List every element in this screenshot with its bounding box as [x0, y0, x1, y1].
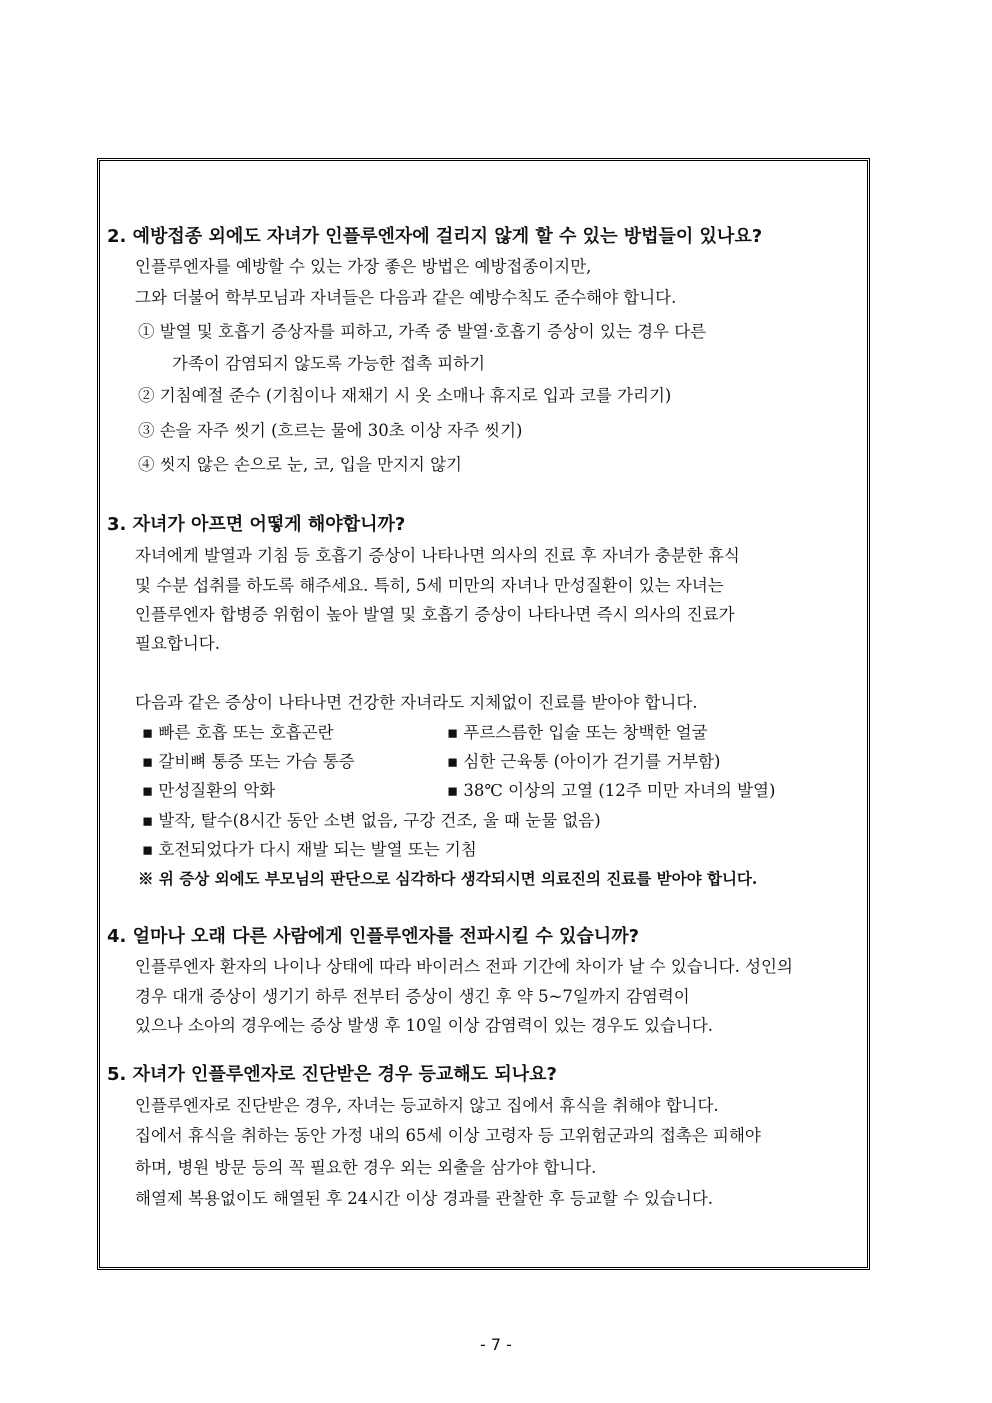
section-2-item-3: ③ 손을 자주 씻기 (흐르는 물에 30초 이상 자주 씻기): [138, 421, 523, 440]
section-4-body-line-3: 있으나 소아의 경우에는 증상 발생 후 10일 이상 감염력이 있는 경우도 있습니다.: [135, 1016, 714, 1035]
section-3-intro: 다음과 같은 증상이 나타나면 건강한 자녀라도 지체없이 진료를 받아야 합니다.: [135, 693, 698, 712]
section-3-heading: 3. 자녀가 아프면 어떻게 해야합니까?: [107, 514, 406, 535]
section-2-item-1: ① 발열 및 호흡기 증상자를 피하고, 가족 중 발열·호흡기 증상이 있는 경우 다른: [138, 322, 707, 341]
symptom-right-2: ▪ 심한 근육통 (아이가 걷기를 거부함): [447, 752, 721, 771]
section-4-heading: 4. 얼마나 오래 다른 사람에게 인플루엔자를 전파시킬 수 있습니까?: [107, 926, 640, 947]
section-2-body-line-2: 그와 더불어 학부모님과 자녀들은 다음과 같은 예방수칙도 준수해야 합니다.: [135, 288, 677, 307]
section-3-body-line-2: 및 수분 섭취를 하도록 해주세요. 특히, 5세 미만의 자녀나 만성질환이 있는 자녀는: [135, 576, 724, 595]
section-5-body-line-2: 집에서 휴식을 취하는 동안 가정 내의 65세 이상 고령자 등 고위험군과의 접촉은 피해야: [135, 1126, 761, 1145]
symptom-left-1: ▪ 빠른 호흡 또는 호흡곤란: [142, 723, 334, 742]
section-5-body-line-4: 해열제 복용없이도 해열된 후 24시간 이상 경과를 관찰한 후 등교할 수 있습니다.: [135, 1189, 714, 1208]
section-5-body-line-3: 하며, 병원 방문 등의 꼭 필요한 경우 외는 외출을 삼가야 합니다.: [135, 1158, 597, 1177]
section-2-body-line-1: 인플루엔자를 예방할 수 있는 가장 좋은 방법은 예방접종이지만,: [135, 257, 592, 276]
section-2-heading: 2. 예방접종 외에도 자녀가 인플루엔자에 걸리지 않게 할 수 있는 방법들이 있나요?: [107, 226, 763, 247]
symptom-full-1: ▪ 발작, 탈수(8시간 동안 소변 없음, 구강 건조, 울 때 눈물 없음): [142, 811, 601, 830]
symptom-left-3: ▪ 만성질환의 악화: [142, 781, 276, 800]
section-5-body-line-1: 인플루엔자로 진단받은 경우, 자녀는 등교하지 않고 집에서 휴식을 취해야 합니다.: [135, 1096, 719, 1115]
section-3-note: ※ 위 증상 외에도 부모님의 판단으로 심각하다 생각되시면 의료진의 진료를 받아야 합니다.: [138, 869, 758, 888]
page-number: - 7 -: [480, 1335, 512, 1354]
section-2-item-2: ② 기침예절 준수 (기침이나 재채기 시 옷 소매나 휴지로 입과 코를 가리기): [138, 386, 672, 405]
symptom-full-2: ▪ 호전되었다가 다시 재발 되는 발열 또는 기침: [142, 840, 477, 859]
symptom-left-2: ▪ 갈비뼈 통증 또는 가슴 통증: [142, 752, 355, 771]
section-4-body-line-1: 인플루엔자 환자의 나이나 상태에 따라 바이러스 전파 기간에 차이가 날 수 있습니다. 성인의: [135, 957, 793, 976]
section-2-item-4: ④ 씻지 않은 손으로 눈, 코, 입을 만지지 않기: [138, 455, 462, 474]
section-3-body-line-1: 자녀에게 발열과 기침 등 호흡기 증상이 나타나면 의사의 진료 후 자녀가 충분한 휴식: [135, 546, 740, 565]
section-3-body-line-3: 인플루엔자 합병증 위험이 높아 발열 및 호흡기 증상이 나타나면 즉시 의사의 진료가: [135, 605, 735, 624]
section-4-body-line-2: 경우 대개 증상이 생기기 하루 전부터 증상이 생긴 후 약 5~7일까지 감염력이: [135, 987, 690, 1006]
symptom-right-3: ▪ 38℃ 이상의 고열 (12주 미만 자녀의 발열): [447, 781, 776, 800]
section-2-item-1-cont: 가족이 감염되지 않도록 가능한 접촉 피하기: [172, 354, 486, 373]
section-3-body-line-4: 필요합니다.: [135, 634, 220, 653]
symptom-right-1: ▪ 푸르스름한 입술 또는 창백한 얼굴: [447, 723, 708, 742]
section-5-heading: 5. 자녀가 인플루엔자로 진단받은 경우 등교해도 되나요?: [107, 1064, 557, 1085]
